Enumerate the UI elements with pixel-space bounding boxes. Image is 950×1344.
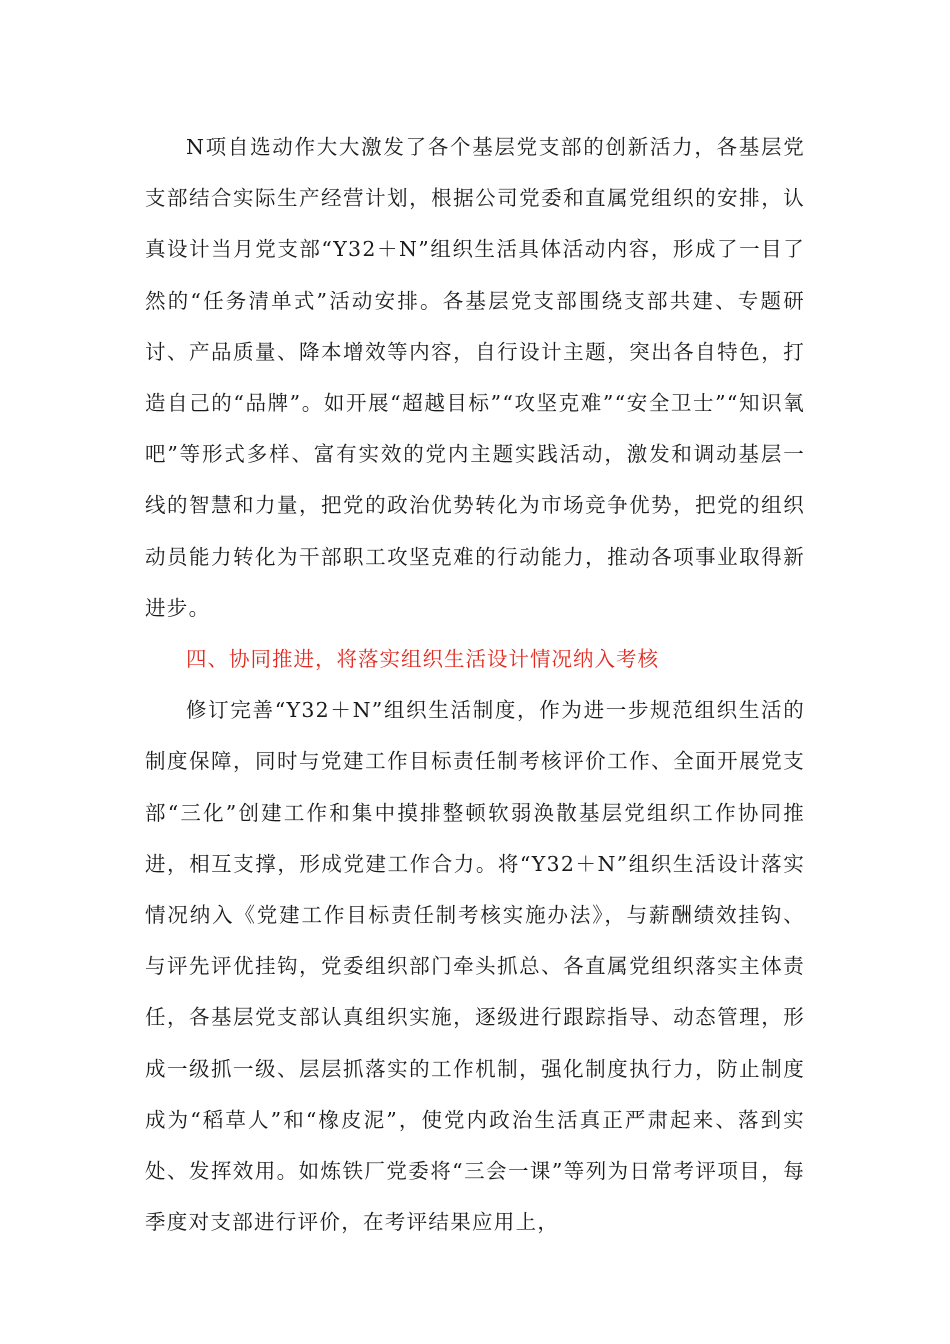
body-paragraph-1: N项自选动作大大激发了各个基层党支部的创新活力，各基层党支部结合实际生产经营计划，根据公司党委和直属党组织的安排，认真设计当月党支部“Y32＋N”组织生活具体活动内容，形成了一目了然的“任务清单式”活动安排。各基层党支部围绕支部共建、专题研讨、产品质量、降本增效等内容，自行设计主题，突出各自特色，打造自己的“品牌”。如开展“超越目标”“攻坚克难”“安全卫士”“知识氧吧”等形式多样、富有实效的党内主题实践活动，激发和调动基层一线的智慧和力量，把党的政治优势转化为市场竞争优势，把党的组织动员能力转化为干部职工攻坚克难的行动能力，推动各项事业取得新进步。: [145, 135, 805, 620]
document-body: [145, 122, 805, 1248]
body-paragraph-2: 修订完善“Y32＋N”组织生活制度，作为进一步规范组织生活的制度保障，同时与党建工作目标责任制考核评价工作、全面开展党支部“三化”创建工作和集中摸排整顿软弱涣散基层党组织工作协同推进，相互支撑，形成党建工作合力。将“Y32＋N”组织生活设计落实情况纳入《党建工作目标责任制考核实施办法》，与薪酬绩效挂钩、与评先评优挂钩，党委组织部门牵头抓总、各直属党组织落实主体责任，各基层党支部认真组织实施，逐级进行跟踪指导、动态管理，形成一级抓一级、层层抓落实的工作机制，强化制度执行力，防止制度成为“稻草人”和“橡皮泥”，使党内政治生活真正严肃起来、落到实处、发挥效用。如炼铁厂党委将“三会一课”等列为日常考评项目，每季度对支部进行评价，在考评结果应用上，: [145, 698, 805, 1235]
section-heading: 四、协同推进，将落实组织生活设计情况纳入考核: [186, 647, 659, 672]
